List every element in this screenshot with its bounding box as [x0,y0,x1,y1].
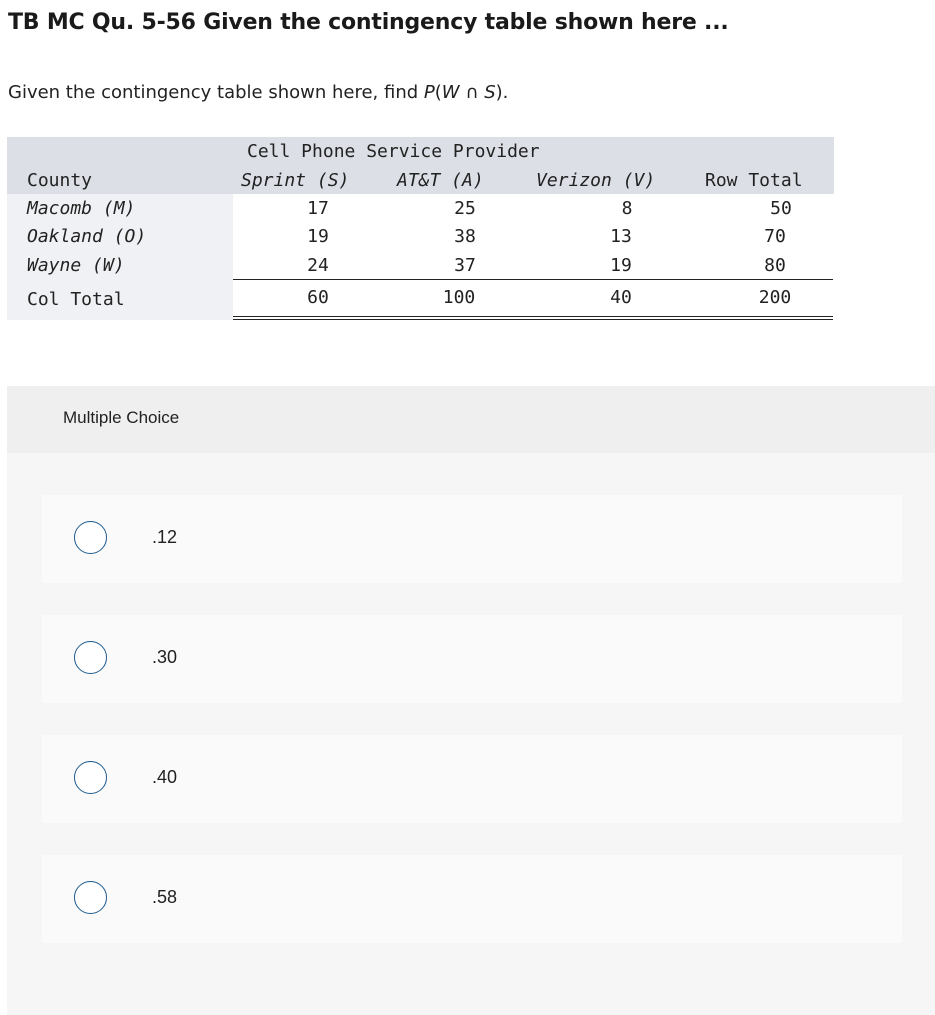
choice-option[interactable] [42,495,902,583]
table-group-header: Cell Phone Service Provider [247,141,540,162]
table-cell: 70 [764,226,786,247]
choice-label: .58 [152,887,178,907]
column-header-sprint: Sprint (S) [241,170,350,191]
choice-option[interactable] [42,615,902,703]
table-cell: 60 [307,287,329,308]
table-total-rule-top [233,316,833,317]
table-cell: 19 [307,226,329,247]
column-header-row-total: Row Total [705,170,803,191]
radio-button[interactable] [74,521,107,554]
table-cell: 200 [758,287,792,308]
row-label-col-total: Col Total [27,289,125,310]
table-cell: 37 [454,255,476,276]
prompt-math-w: W [441,82,460,103]
table-cell: 17 [307,198,329,219]
question-prompt [8,82,508,103]
table-cell: 80 [764,255,786,276]
table-cell: 19 [610,255,632,276]
table-row-header: County [27,170,93,191]
radio-button[interactable] [74,641,107,674]
table-cell: 13 [610,226,632,247]
multiple-choice-panel [7,386,935,1015]
choice-label: .40 [152,767,178,787]
question-title: TB MC Qu. 5-56 Given the contingency table shown here ... [8,10,729,35]
row-label-oakland: Oakland (O) [27,226,147,247]
table-cell: 24 [307,255,329,276]
row-label-macomb: Macomb (M) [27,198,136,219]
table-cell: 25 [454,198,476,219]
table-total-rule-bottom [233,319,833,320]
table-subtotal-rule [233,279,833,280]
table-cell: 50 [770,198,792,219]
column-header-verizon: Verizon (V) [536,170,656,191]
multiple-choice-label: Multiple Choice [63,408,180,427]
prompt-math-p: P [423,82,435,103]
row-label-wayne: Wayne (W) [27,255,125,276]
table-cell: 40 [610,287,632,308]
prompt-text: Given the contingency table shown here, find [8,82,424,103]
multiple-choice-header [7,386,935,453]
radio-button[interactable] [74,761,107,794]
column-header-att: AT&T (A) [397,170,484,191]
choice-label: .30 [152,647,178,667]
prompt-math-cap: ∩ [459,82,485,103]
table-cell: 100 [442,287,476,308]
contingency-table [7,137,834,320]
radio-button[interactable] [74,881,107,914]
prompt-math-close: ). [495,82,509,103]
prompt-math-s: S [484,82,496,103]
table-cell: 38 [454,226,476,247]
choice-label: .12 [152,527,178,547]
table-cell: 8 [621,198,633,219]
choice-option[interactable] [42,735,902,823]
prompt-math-open: ( [434,82,442,103]
choice-option[interactable] [42,855,902,943]
